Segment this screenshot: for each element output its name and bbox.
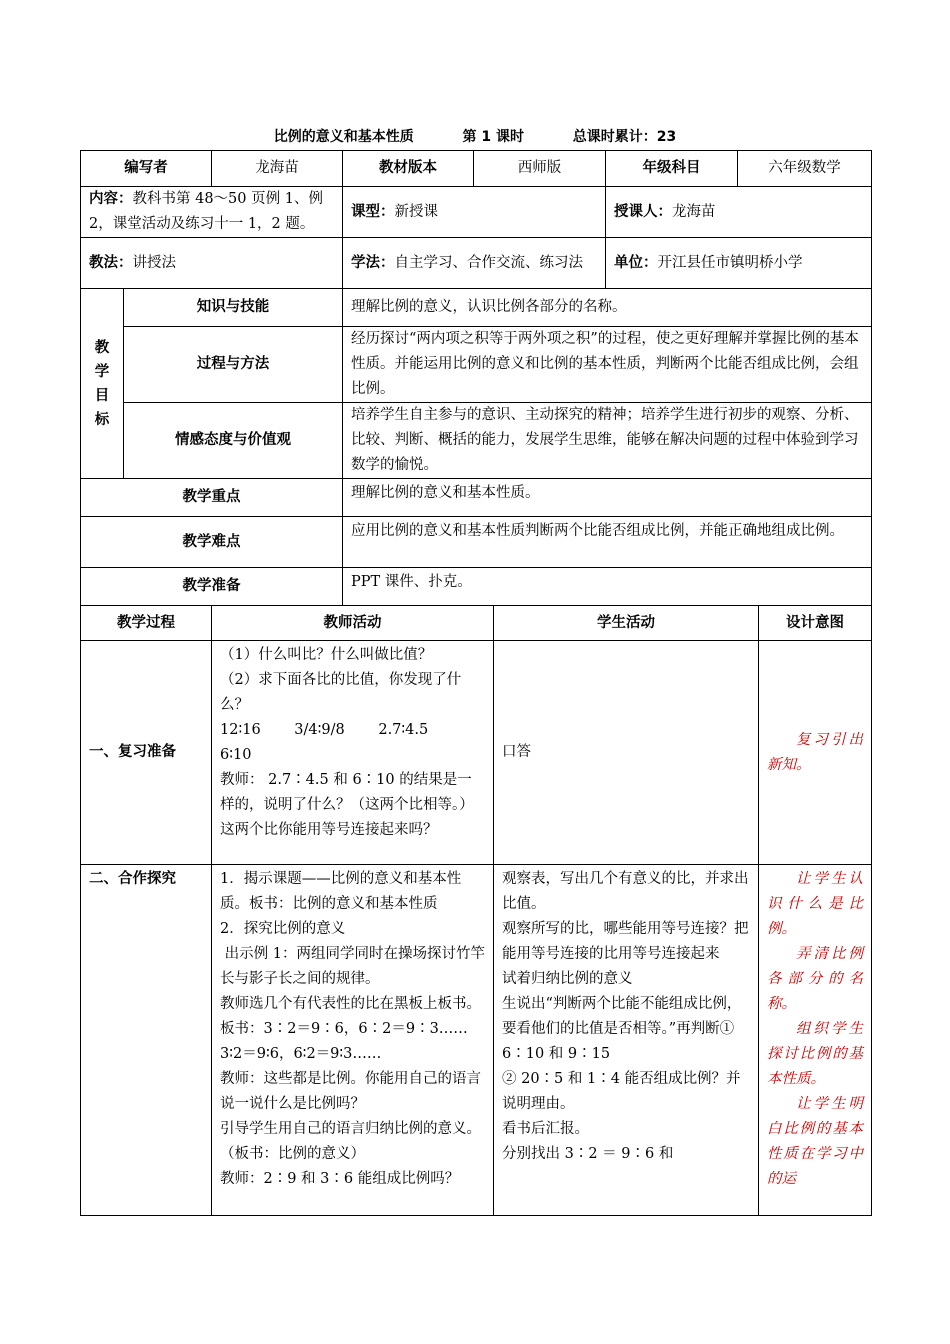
- stage2-teacher: [212, 865, 494, 1216]
- intent-line: 让学生明白比例的基本性质在学习中的运: [767, 1096, 863, 1187]
- intent-line: 组织学生探讨比例的基本性质。: [767, 1021, 863, 1087]
- method-label: 教法：: [89, 254, 133, 271]
- intent-line: 让学生认识什么是比例。: [767, 871, 863, 937]
- grade-label: 年级科目: [606, 151, 738, 187]
- stage-name: 二、合作探究: [81, 865, 212, 1216]
- grade-value: 六年级数学: [738, 151, 872, 187]
- study-value: 自主学习、合作交流、练习法: [394, 254, 583, 271]
- lesson-number: 第 1 课时: [462, 129, 524, 145]
- lesson-title: 比例的意义和基本性质: [273, 129, 414, 145]
- goal-text: 理解比例的意义，认识比例各部分的名称。: [343, 289, 872, 327]
- edition-label: 教材版本: [343, 151, 474, 187]
- teacher-line: 教师：2∶9 和 3∶6 能组成比例吗？: [220, 1171, 460, 1187]
- header-intent: 设计意图: [759, 606, 872, 641]
- content-label: 内容：: [89, 191, 133, 207]
- goals-label-char: 标: [94, 411, 110, 428]
- teacher-line: 1．揭示课题——比例的意义和基本性质。板书：比例的意义和基本性质: [220, 871, 462, 912]
- process-table: [80, 605, 872, 1216]
- stage1-student: 口答: [494, 641, 759, 865]
- edition-value: 西师版: [474, 151, 606, 187]
- total-lessons: 总课时累计：23: [572, 129, 677, 145]
- goal-text: 经历探讨“两内项之积等于两外项之积”的过程，使之更好理解并掌握比例的基本性质。并能运用比例的意义和比例的基本性质，判断两个比能否组成比例，会组比例。: [343, 327, 872, 403]
- content-value: 教科书第 48～50 页例 1、例 2，课堂活动及练习十一 1，2 题。: [89, 191, 323, 232]
- stage2-student: [494, 865, 759, 1216]
- unit-cell: [606, 238, 872, 289]
- unit-value: 开江县任市镇明桥小学: [657, 254, 803, 271]
- lesson-info-table: [80, 150, 872, 606]
- author-label: 编写者: [81, 151, 212, 187]
- content-cell: [81, 187, 343, 238]
- stage1-teacher: [212, 641, 494, 865]
- goal-text: 培养学生自主参与的意识、主动探究的精神；培养学生进行初步的观察、分析、比较、判断、概括的能力，发展学生思维，能够在解决问题的过程中体验到学习数学的愉悦。: [343, 403, 872, 479]
- method-value: 讲授法: [132, 254, 176, 271]
- goals-label-char: 教: [94, 339, 110, 356]
- header-teacher: 教师活动: [212, 606, 494, 641]
- student-line: 试着归纳比例的意义: [502, 971, 633, 987]
- goal-name: 过程与方法: [124, 327, 343, 403]
- teacher-line: 教师选几个有代表性的比在黑板上板书。: [220, 996, 481, 1012]
- type-cell: [343, 187, 606, 238]
- teacher-line: （1）什么叫比？什么叫做比值？: [220, 647, 433, 663]
- teacher-line: （2）求下面各比的比值，你发现了什么？: [220, 672, 462, 713]
- difficulty-label: 教学难点: [81, 517, 343, 568]
- student-line: 观察所写的比，哪些能用等号连接？把能用等号连接的比用等号连接起来: [502, 921, 749, 962]
- teacher-label: 授课人：: [614, 203, 672, 220]
- author-value: 龙海苗: [212, 151, 343, 187]
- key-label: 教学重点: [81, 479, 343, 517]
- difficulty-text: 应用比例的意义和基本性质判断两个比能否组成比例，并能正确地组成比例。: [343, 517, 872, 568]
- method-cell: [81, 238, 343, 289]
- teacher-line: 6∶10: [220, 747, 252, 763]
- teacher-value: 龙海苗: [672, 203, 716, 220]
- goals-label: [81, 289, 124, 479]
- unit-label: 单位：: [614, 254, 658, 271]
- student-line: 分别找出 3∶2 ＝ 9∶6 和: [502, 1146, 674, 1162]
- student-line: ② 20∶5 和 1∶4 能否组成比例？并说明理由。: [502, 1071, 741, 1112]
- teacher-line: 引导学生用自己的语言归纳比例的意义。（板书：比例的意义）: [220, 1121, 481, 1162]
- student-line: 生说出“判断两个比能不能组成比例，要看他们的比值是否相等。”再判断① 6∶10 和 9∶15: [502, 996, 742, 1062]
- header-process: 教学过程: [81, 606, 212, 641]
- page-title: [80, 128, 870, 146]
- stage1-intent: 复习引出新知。: [759, 641, 872, 865]
- prep-text: PPT 课件、扑克。: [343, 568, 872, 606]
- student-line: 观察表，写出几个有意义的比，并求出比值。: [502, 871, 749, 912]
- key-text: 理解比例的意义和基本性质。: [343, 479, 872, 517]
- stage2-intent: [759, 865, 872, 1216]
- goals-label-char: 学: [94, 363, 110, 380]
- teacher-line: 板书：3∶2＝9∶6，6∶2＝9∶3……: [220, 1021, 468, 1037]
- goal-name: 情感态度与价值观: [124, 403, 343, 479]
- teacher-line: 2．探究比例的意义: [220, 921, 346, 937]
- goal-name: 知识与技能: [124, 289, 343, 327]
- goals-label-char: 目: [94, 387, 110, 404]
- teacher-cell: [606, 187, 872, 238]
- prep-label: 教学准备: [81, 568, 343, 606]
- header-student: 学生活动: [494, 606, 759, 641]
- study-label: 学法：: [351, 254, 395, 271]
- intent-line: 弄清比例各部分的名称。: [767, 946, 863, 1012]
- student-line: 看书后汇报。: [502, 1121, 589, 1137]
- stage-name: 一、复习准备: [81, 641, 212, 865]
- study-cell: [343, 238, 606, 289]
- teacher-line: 12∶16 3/4∶9/8 2.7∶4.5: [220, 722, 429, 738]
- teacher-line: 教师： 2.7∶4.5 和 6∶10 的结果是一样的，说明了什么？（这两个比相等。）这两个比你能用等号连接起来吗？: [220, 772, 474, 838]
- teacher-line: 教师：这些都是比例。你能用自己的语言说一说什么是比例吗？: [220, 1071, 481, 1112]
- type-value: 新授课: [394, 203, 438, 220]
- teacher-line: 出示例 1：两组同学同时在操场探讨竹竿长与影子长之间的规律。: [220, 946, 485, 987]
- teacher-line: 3∶2＝9∶6，6∶2＝9∶3……: [220, 1046, 382, 1062]
- type-label: 课型：: [351, 203, 395, 220]
